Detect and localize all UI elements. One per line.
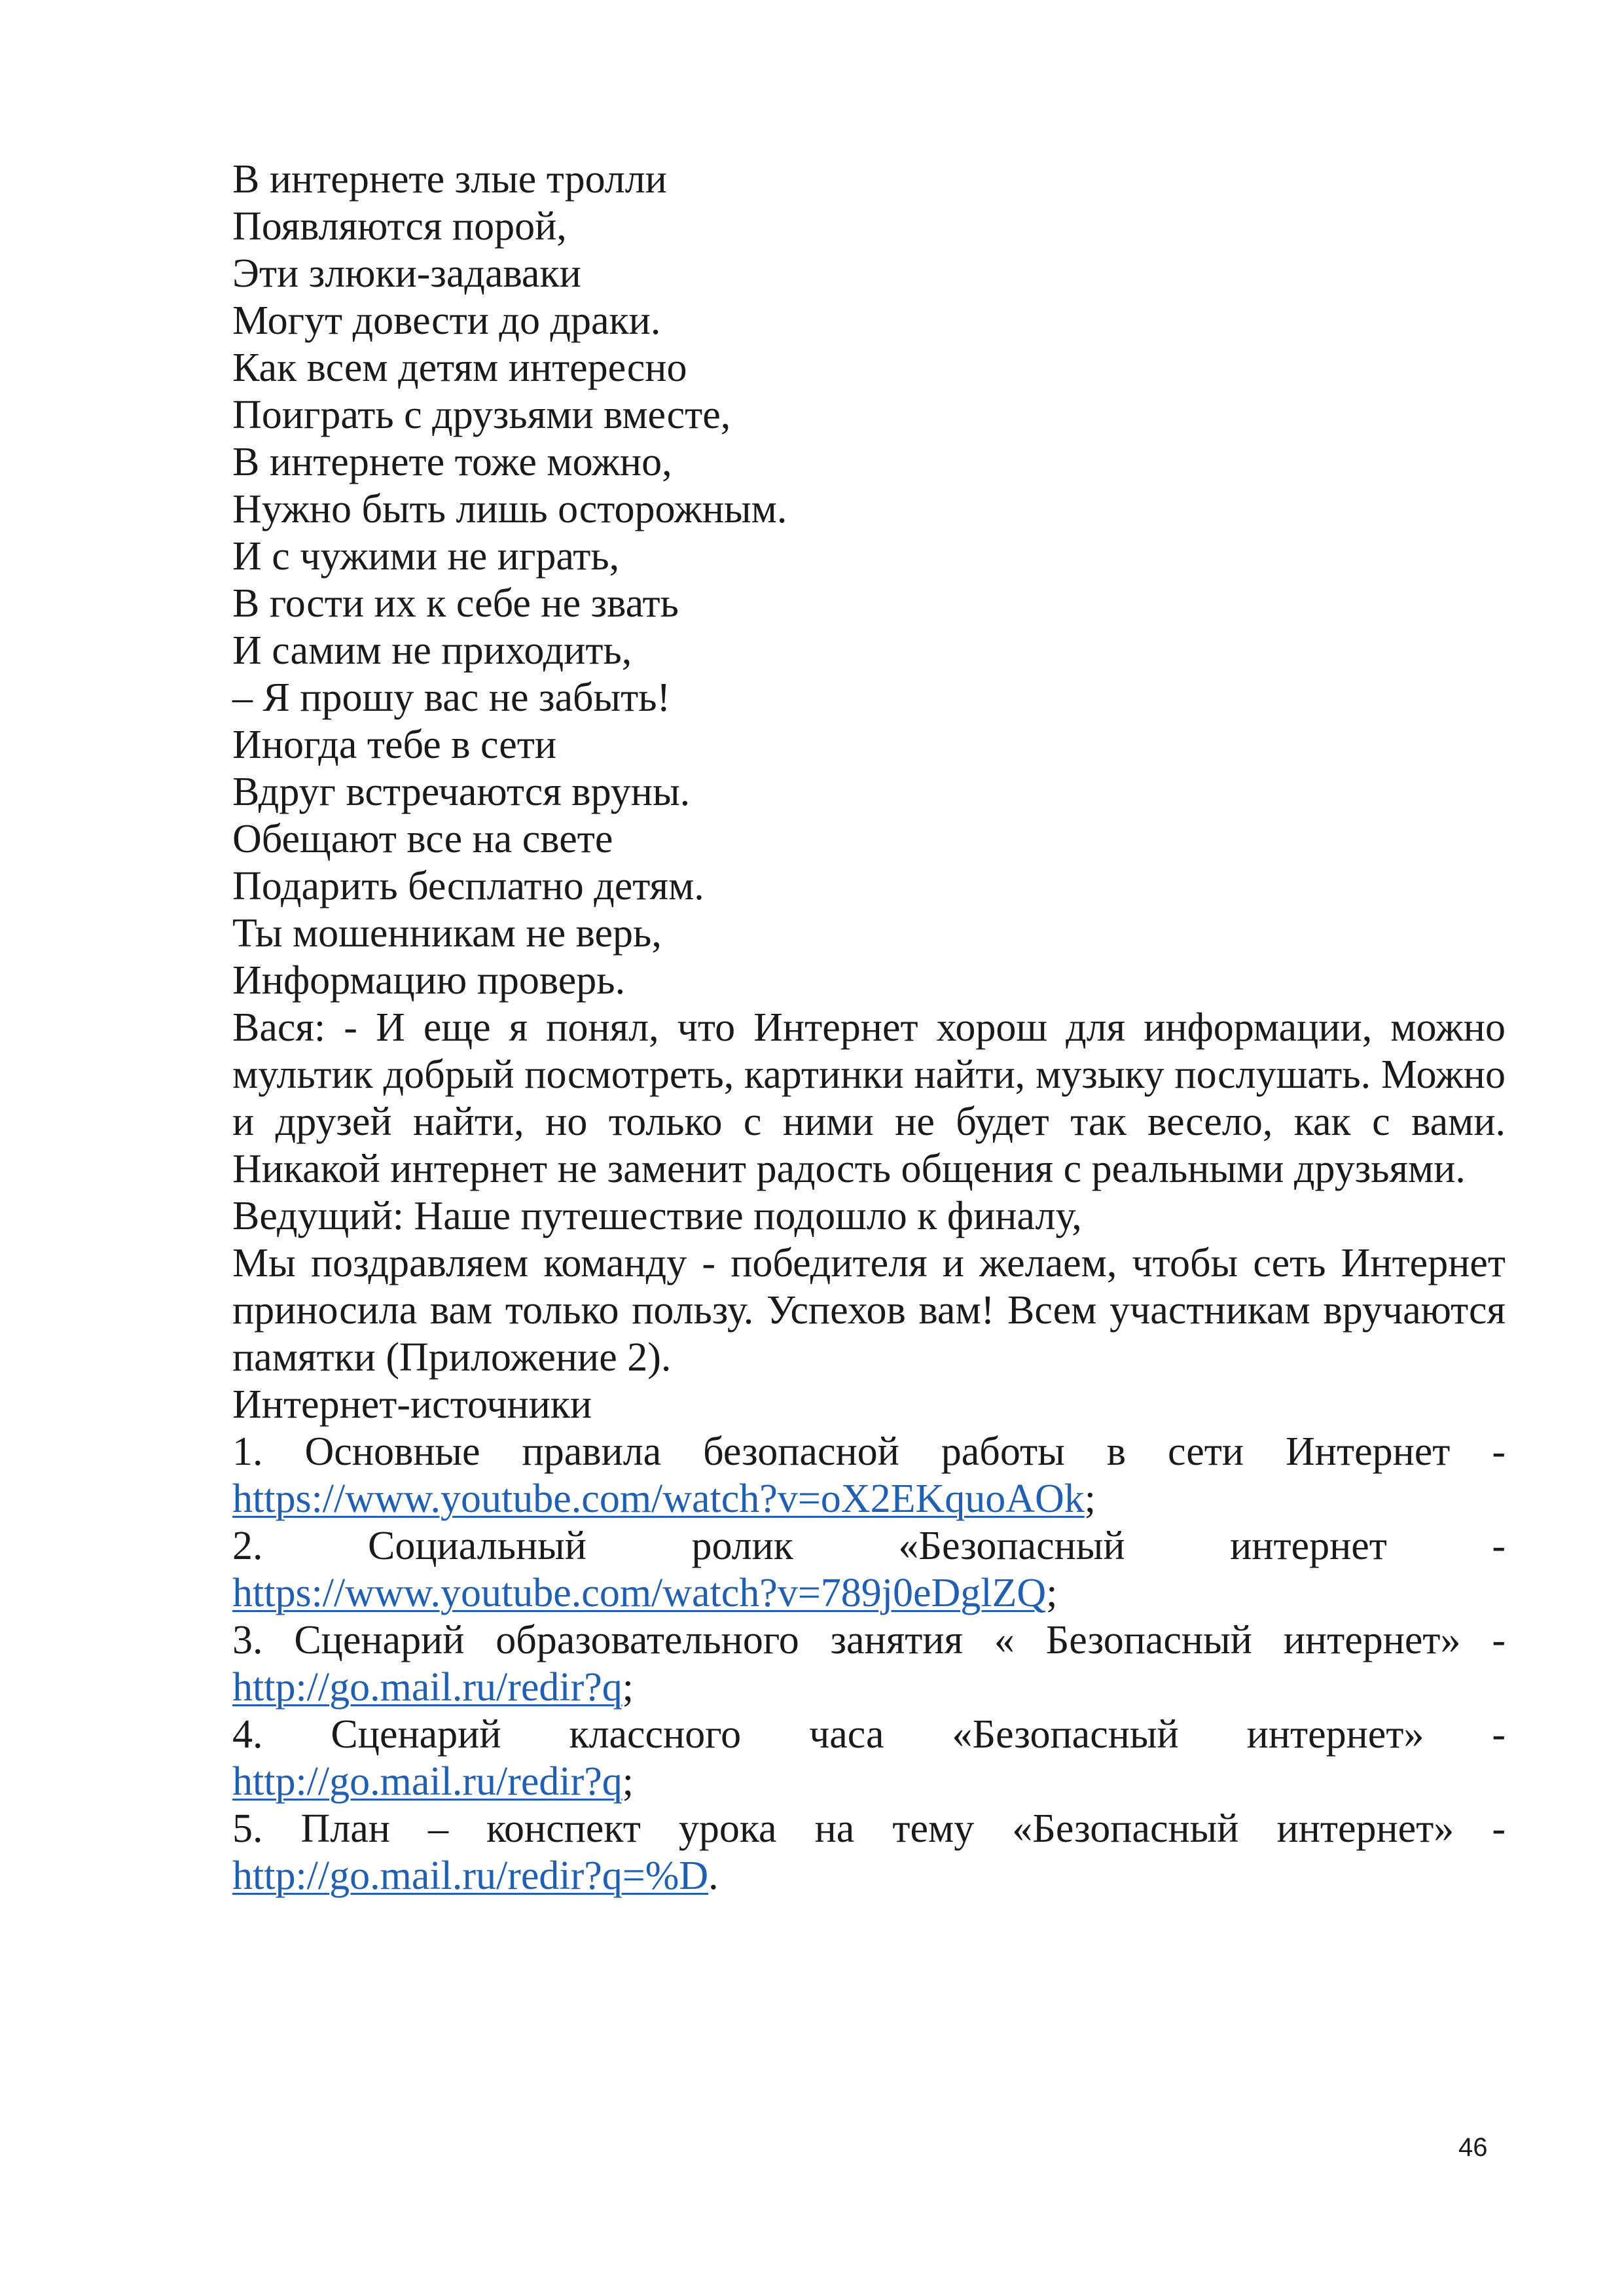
- source-item: [232, 1522, 1506, 1617]
- poem-line: Могут довести до драки.: [232, 298, 661, 343]
- source-link-end: ;: [1084, 1477, 1096, 1521]
- source-link[interactable]: http://go.mail.ru/redir?q: [232, 1665, 623, 1710]
- poem-line: В интернете тоже можно,: [232, 440, 672, 484]
- host-line: Ведущий: Наше путешествие подошло к финалу,: [232, 1194, 1082, 1238]
- source-title: 1. Основные правила безопасной работы в сети Интернет -: [232, 1429, 1506, 1474]
- poem-line: Появляются порой,: [232, 204, 567, 249]
- source-link-line: [232, 1852, 1506, 1899]
- source-link-end: .: [708, 1854, 719, 1898]
- poem-line: В интернете злые тролли: [232, 157, 667, 202]
- source-link[interactable]: https://www.youtube.com/watch?v=789j0eDglZQ: [232, 1571, 1047, 1615]
- source-item: [232, 1805, 1506, 1899]
- source-item: [232, 1711, 1506, 1805]
- poem-line: Иногда тебе в сети: [232, 723, 557, 767]
- poem-line: Обещают все на свете: [232, 817, 613, 861]
- source-link-line: [232, 1664, 1506, 1711]
- source-link-end: ;: [1046, 1571, 1058, 1615]
- poem-line: И с чужими не играть,: [232, 534, 620, 579]
- poem-line: Как всем детям интересно: [232, 346, 687, 390]
- source-item: [232, 1617, 1506, 1711]
- source-title: 5. План – конспект урока на тему «Безопасный интернет» -: [232, 1806, 1506, 1851]
- poem-line: Поиграть с друзьями вместе,: [232, 393, 731, 437]
- source-link-line: [232, 1570, 1506, 1617]
- source-title: 4. Сценарий классного часа «Безопасный интернет» -: [232, 1712, 1506, 1757]
- source-link-end: ;: [622, 1665, 634, 1710]
- poem-line: Вдруг встречаются вруны.: [232, 770, 691, 814]
- poem-line: Эти злюки-задаваки: [232, 251, 581, 296]
- poem-line: – Я прошу вас не забыть!: [232, 675, 671, 720]
- source-link[interactable]: http://go.mail.ru/redir?q: [232, 1759, 623, 1804]
- poem-line: Нужно быть лишь осторожным.: [232, 487, 787, 531]
- sources-list: [232, 1428, 1506, 1899]
- poem: [232, 156, 1506, 1004]
- poem-line: В гости их к себе не звать: [232, 581, 679, 626]
- poem-line: Ты мошенникам не верь,: [232, 911, 662, 956]
- source-link[interactable]: https://www.youtube.com/watch?v=oX2EKquoAOk: [232, 1477, 1085, 1521]
- source-link[interactable]: http://go.mail.ru/redir?q=%D: [232, 1854, 709, 1898]
- source-link-line: [232, 1758, 1506, 1805]
- poem-line: И самим не приходить,: [232, 628, 632, 673]
- source-title: 2. Социальный ролик «Безопасный интернет -: [232, 1524, 1506, 1568]
- source-title: 3. Сценарий образовательного занятия « Безопасный интернет» -: [232, 1618, 1506, 1662]
- congrats-paragraph: Мы поздравляем команду - победителя и желаем, чтобы сеть Интернет приносила вам только пользу. Успехов вам! Всем участникам вручаются памятки (Приложение 2).: [232, 1241, 1506, 1380]
- source-item: [232, 1428, 1506, 1522]
- source-link-end: ;: [622, 1759, 634, 1804]
- source-link-line: [232, 1475, 1506, 1522]
- vasya-paragraph: Вася: - И еще я понял, что Интернет хорош для информации, можно мультик добрый посмотреть, картинки найти, музыку послушать. Можно и друзей найти, но только с ними не будет так весело, как с вами. Никакой интернет не заменит радость общения с реальными друзьями.: [232, 1005, 1506, 1191]
- page-number: 46: [1458, 2133, 1488, 2162]
- poem-line: Информацию проверь.: [232, 958, 626, 1003]
- page-content: [232, 156, 1506, 1899]
- sources-heading: Интернет-источники: [232, 1382, 592, 1427]
- poem-line: Подарить бесплатно детям.: [232, 864, 704, 908]
